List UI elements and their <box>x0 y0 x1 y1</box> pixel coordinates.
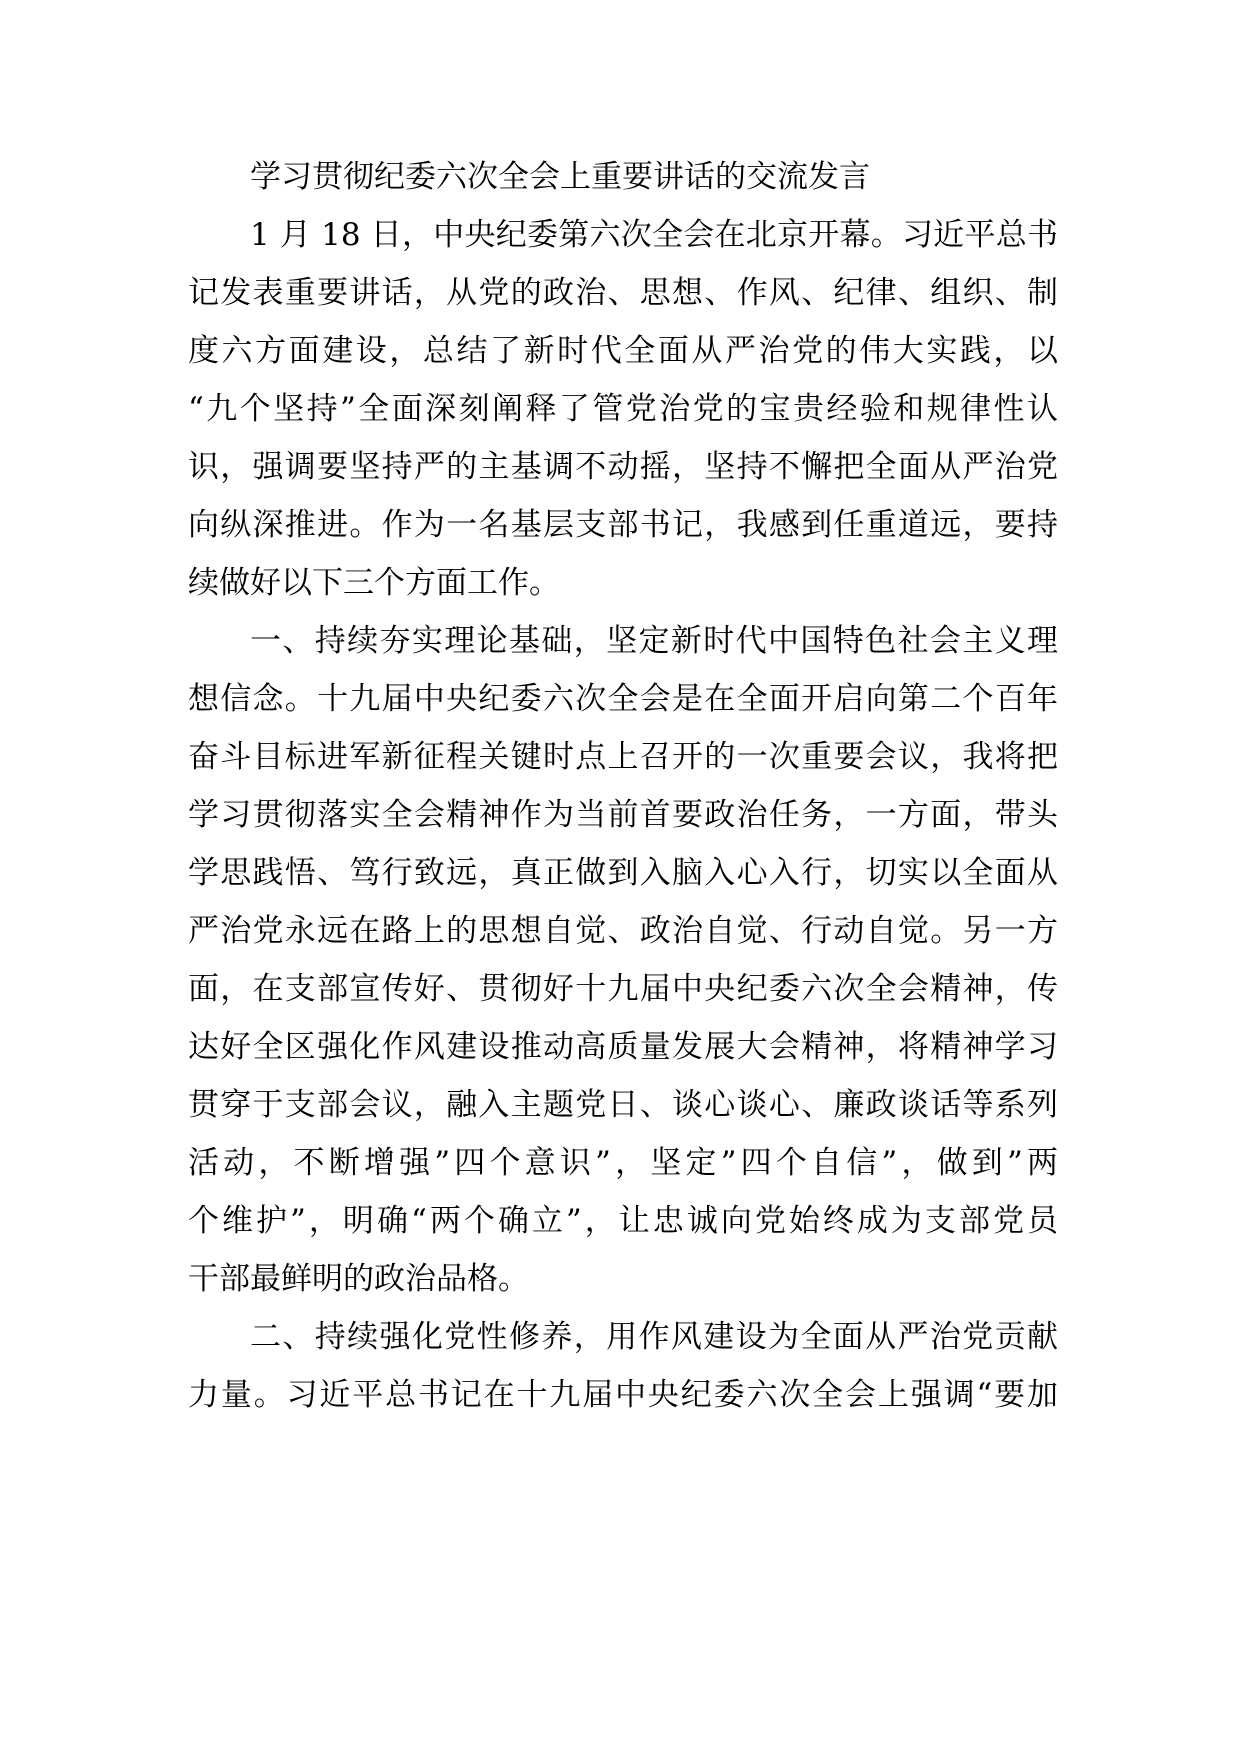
document-title: 学习贯彻纪委六次全会上重要讲话的交流发言 <box>250 159 870 195</box>
paragraph-3-line-1: 二、持续强化党性修养，用作风建设为全面从严治党贡献 <box>250 1319 1058 1355</box>
paragraph-1-line-6: 向纵深推进。作为一名基层支部书记，我感到任重道远，要持 <box>188 507 1058 543</box>
paragraph-2-line-3: 奋斗目标进军新征程关键时点上召开的一次重要会议，我将把 <box>188 739 1058 775</box>
paragraph-1-line-1: 1 月 18 日，中央纪委第六次全会在北京开幕。习近平总书 <box>250 217 1058 253</box>
paragraph-1-line-7: 续做好以下三个方面工作。 <box>188 565 560 601</box>
paragraph-2-line-4: 学习贯彻落实全会精神作为当前首要政治任务，一方面，带头 <box>188 797 1058 833</box>
paragraph-1-line-3: 度六方面建设，总结了新时代全面从严治党的伟大实践，以 <box>188 333 1058 369</box>
paragraph-2-line-11: 个维护”，明确“两个确立”，让忠诚向党始终成为支部党员 <box>188 1203 1058 1239</box>
paragraph-2-line-7: 面，在支部宣传好、贯彻好十九届中央纪委六次全会精神，传 <box>188 971 1058 1007</box>
paragraph-2-line-5: 学思践悟、笃行致远，真正做到入脑入心入行，切实以全面从 <box>188 855 1058 891</box>
paragraph-2-line-2: 想信念。十九届中央纪委六次全会是在全面开启向第二个百年 <box>188 681 1058 717</box>
paragraph-2-line-9: 贯穿于支部会议，融入主题党日、谈心谈心、廉政谈话等系列 <box>188 1087 1058 1123</box>
paragraph-1-line-2: 记发表重要讲话，从党的政治、思想、作风、纪律、组织、制 <box>188 275 1058 311</box>
paragraph-2-line-1: 一、持续夯实理论基础，坚定新时代中国特色社会主义理 <box>250 623 1058 659</box>
paragraph-1-line-4: “九个坚持”全面深刻阐释了管党治党的宝贵经验和规律性认 <box>188 391 1058 427</box>
paragraph-2-line-10: 活动，不断增强”四个意识”，坚定”四个自信”，做到”两 <box>188 1145 1058 1181</box>
paragraph-2-line-12: 干部最鲜明的政治品格。 <box>188 1261 529 1297</box>
paragraph-3-line-2: 力量。习近平总书记在十九届中央纪委六次全会上强调“要加 <box>188 1377 1058 1413</box>
paragraph-2-line-8: 达好全区强化作风建设推动高质量发展大会精神，将精神学习 <box>188 1029 1058 1065</box>
paragraph-1-line-5: 识，强调要坚持严的主基调不动摇，坚持不懈把全面从严治党 <box>188 449 1058 485</box>
paragraph-2-line-6: 严治党永远在路上的思想自觉、政治自觉、行动自觉。另一方 <box>188 913 1058 949</box>
document-page <box>188 0 1058 1754</box>
